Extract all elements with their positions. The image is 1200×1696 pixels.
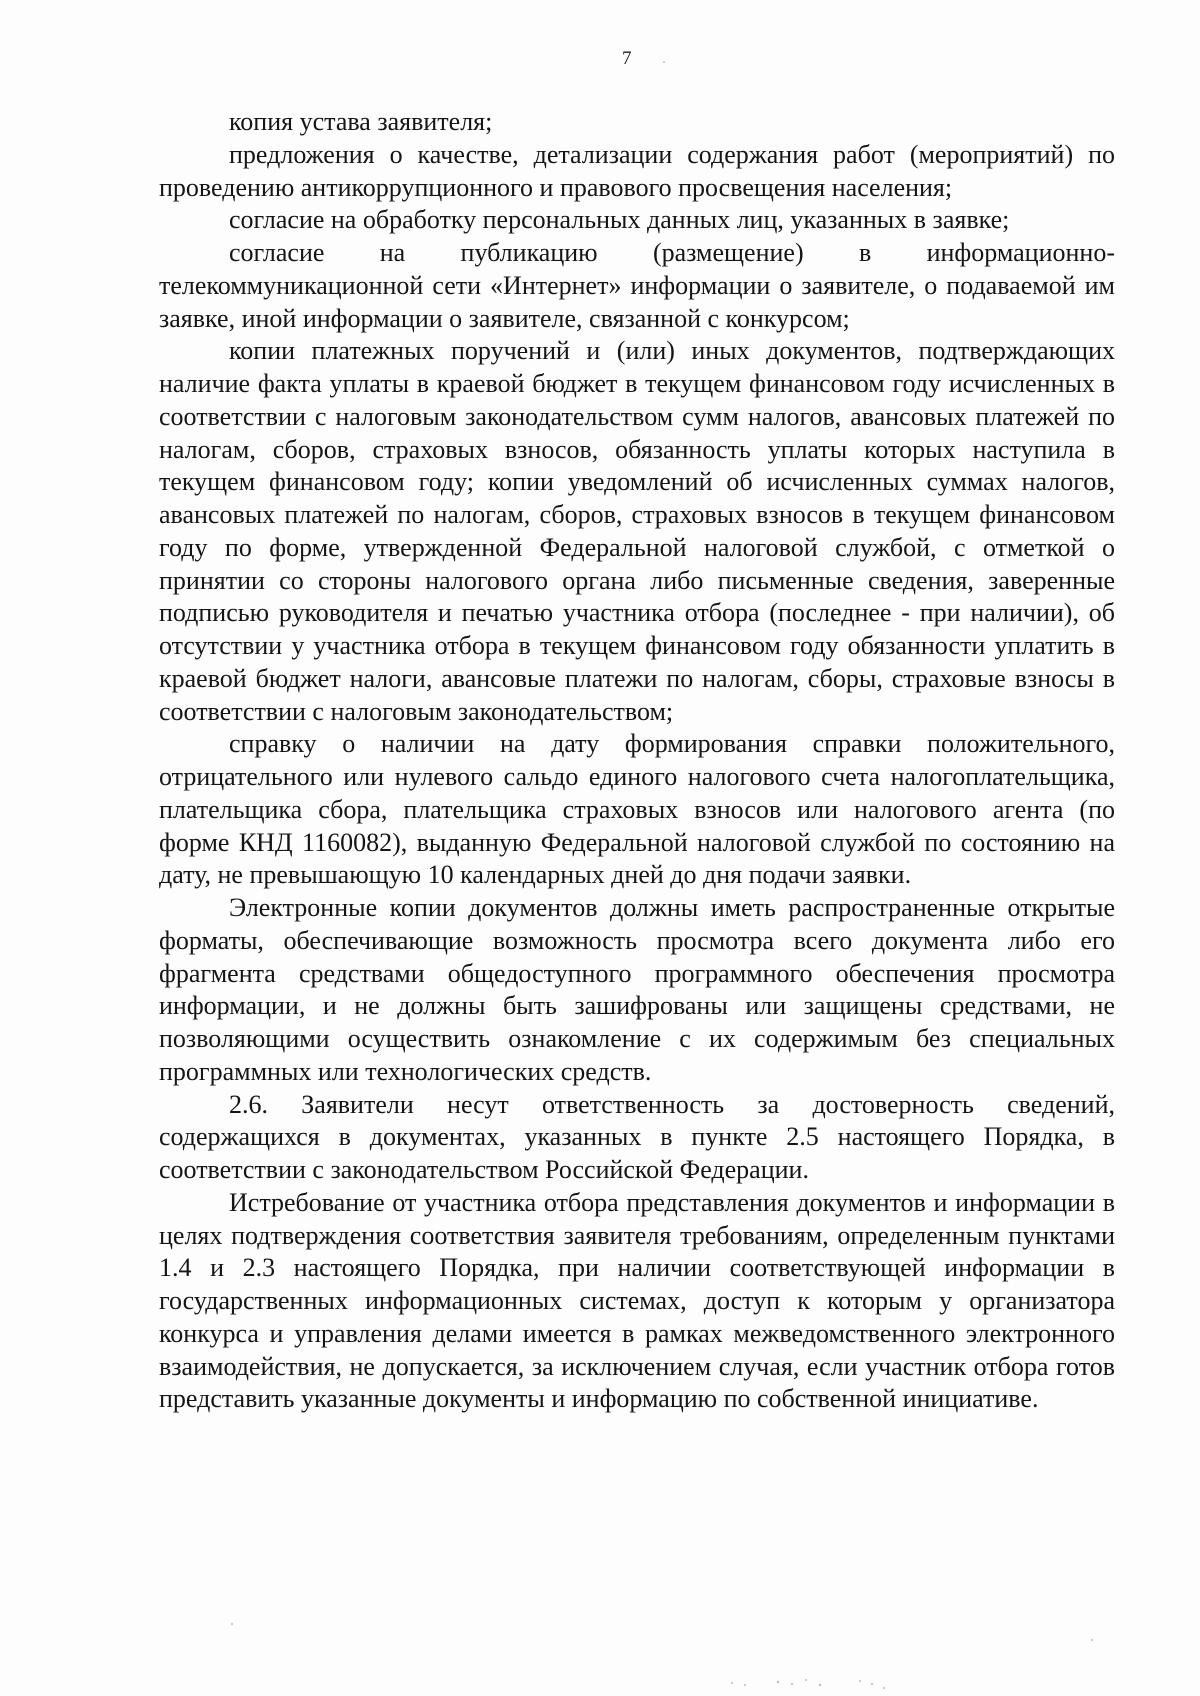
paragraph-personal-data-consent: согласие на обработку персональных данных лиц, указанных в заявке; [229, 205, 1010, 235]
paragraph-electronic-copies: Электронные копии документов должны иметь распространенные открытые форматы, обеспечивающие возможность просмотра всего документа либо его фрагмента средствами общедоступного программного обеспечения просмотра информации, и не должны быть зашифрованы или защищены средствами, не позволяющими осуществить ознакомление с их содержимым без специальных программных или технологических средств. [159, 893, 1115, 1086]
paragraph-tax-balance-certificate: справку о наличии на дату формирования справки положительного, отрицательного или нулевого сальдо единого налогового счета налогоплательщика, плательщика сбора, плательщика страховых взносов или налогового агента (по форме КНД 1160082), выданную Федеральной налоговой службой по состоянию на дату, не превышающую 10 календарных дней до дня подачи заявки. [159, 729, 1115, 890]
paragraph-section-2-6: 2.6. Заявители несут ответственность за достоверность сведений, содержащихся в документах, указанных в пункте 2.5 настоящего Порядка, в соответствии с законодательством Российской Федерации. [159, 1089, 1115, 1184]
paragraph-work-proposals: предложения о качестве, детализации содержания работ (мероприятий) по проведению антикоррупционного и правового просвещения населения; [159, 139, 1115, 202]
page-number: 7 [622, 48, 632, 69]
paragraph-publication-consent: согласие на публикацию (размещение) в информационно-телекоммуникационной сети «Интернет» информации о заявителе, о подаваемой им заявке, иной информации о заявителе, связанной с конкурсом; [159, 238, 1115, 333]
paragraph-document-requests: Истребование от участника отбора представления документов и информации в целях подтверждения соответствия заявителя требованиям, определенным пунктами 1.4 и 2.3 настоящего Порядка, при наличии соответствующей информации в государственных информационных системах, доступ к которым у организатора конкурса и управления делами имеется в рамках межведомственного электронного взаимодействия, не допускается, за исключением случая, если участник отбора готов представить указанные документы и информацию по собственной инициативе. [159, 1187, 1115, 1414]
paragraph-charter-copy: копия устава заявителя; [229, 107, 493, 136]
paragraph-payment-orders: копии платежных поручений и (или) иных документов, подтверждающих наличие факта уплаты в краевой бюджет в текущем финансовом году исчисленных в соответствии с налоговым законодательством сумм налогов, авансовых платежей по налогам, сборов, страховых взносов, обязанность уплаты которых наступила в текущем финансовом году; копии уведомлений об исчисленных суммах налогов, авансовых платежей по налогам, сборов, страховых взносов в текущем финансовом году по форме, утвержденной Федеральной налоговой службой, с отметкой о принятии со стороны налогового органа либо письменные сведения, заверенные подписью руководителя и печатью участника отбора (последнее - при наличии), об отсутствии у участника отбора в текущем финансовом году обязанности уплатить в краевой бюджет налоги, авансовые платежи по налогам, сборы, страховые взносы в соответствии с налоговым законодательством; [159, 336, 1115, 726]
document-body [159, 106, 1115, 1416]
